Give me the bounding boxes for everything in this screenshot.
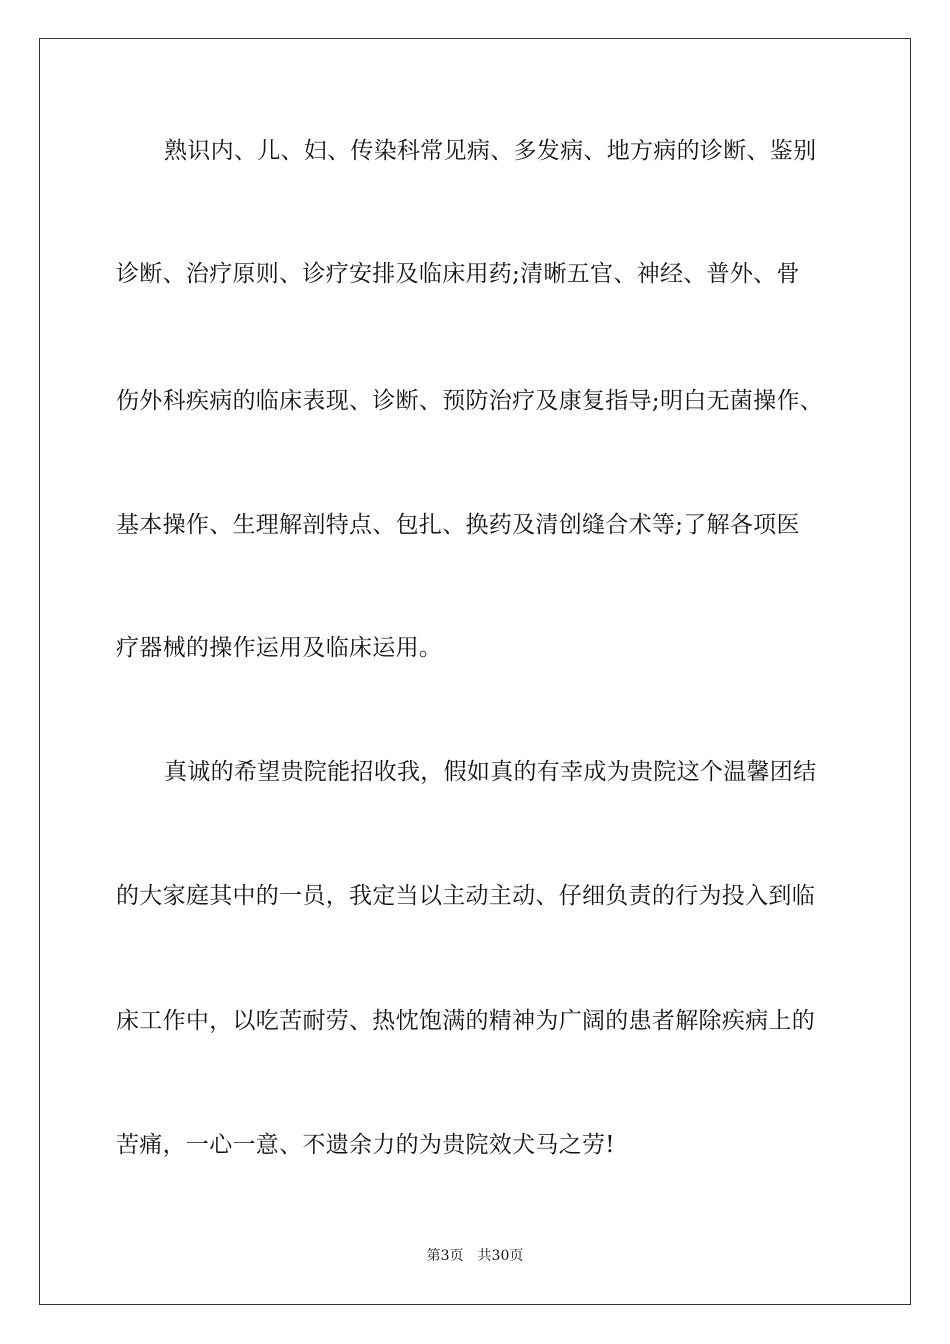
page-number: 第3页 xyxy=(426,1248,464,1264)
paragraph-1-line-5: 疗器械的操作运用及临床运用。 xyxy=(116,635,443,661)
paragraph-2-line-3: 床工作中，以吃苦耐劳、热忱饱满的精神为广阔的患者解除疾病上的 xyxy=(116,1008,815,1034)
page-border xyxy=(39,38,911,1305)
paragraph-2-line-2: 的大家庭其中的一员，我定当以主动主动、仔细负责的行为投入到临 xyxy=(116,883,815,909)
paragraph-1-line-1: 熟识内、儿、妇、传染科常见病、多发病、地方病的诊断、鉴别 xyxy=(164,138,817,164)
paragraph-1-line-3: 伤外科疾病的临床表现、诊断、预防治疗及康复指导;明白无菌操作、 xyxy=(116,388,824,414)
paragraph-1-line-4: 基本操作、生理解剖特点、包扎、换药及清创缝合术等;了解各项医 xyxy=(116,512,800,538)
paragraph-2-line-1: 真诚的希望贵院能招收我，假如真的有幸成为贵院这个温馨团结 xyxy=(164,759,817,785)
paragraph-2-line-4: 苦痛，一心一意、不遗余力的为贵院效犬马之劳! xyxy=(116,1132,615,1158)
page-footer xyxy=(0,1246,950,1266)
paragraph-1-line-2: 诊断、治疗原则、诊疗安排及临床用药;清晰五官、神经、普外、骨 xyxy=(116,261,800,287)
total-pages: 共30页 xyxy=(477,1248,524,1264)
